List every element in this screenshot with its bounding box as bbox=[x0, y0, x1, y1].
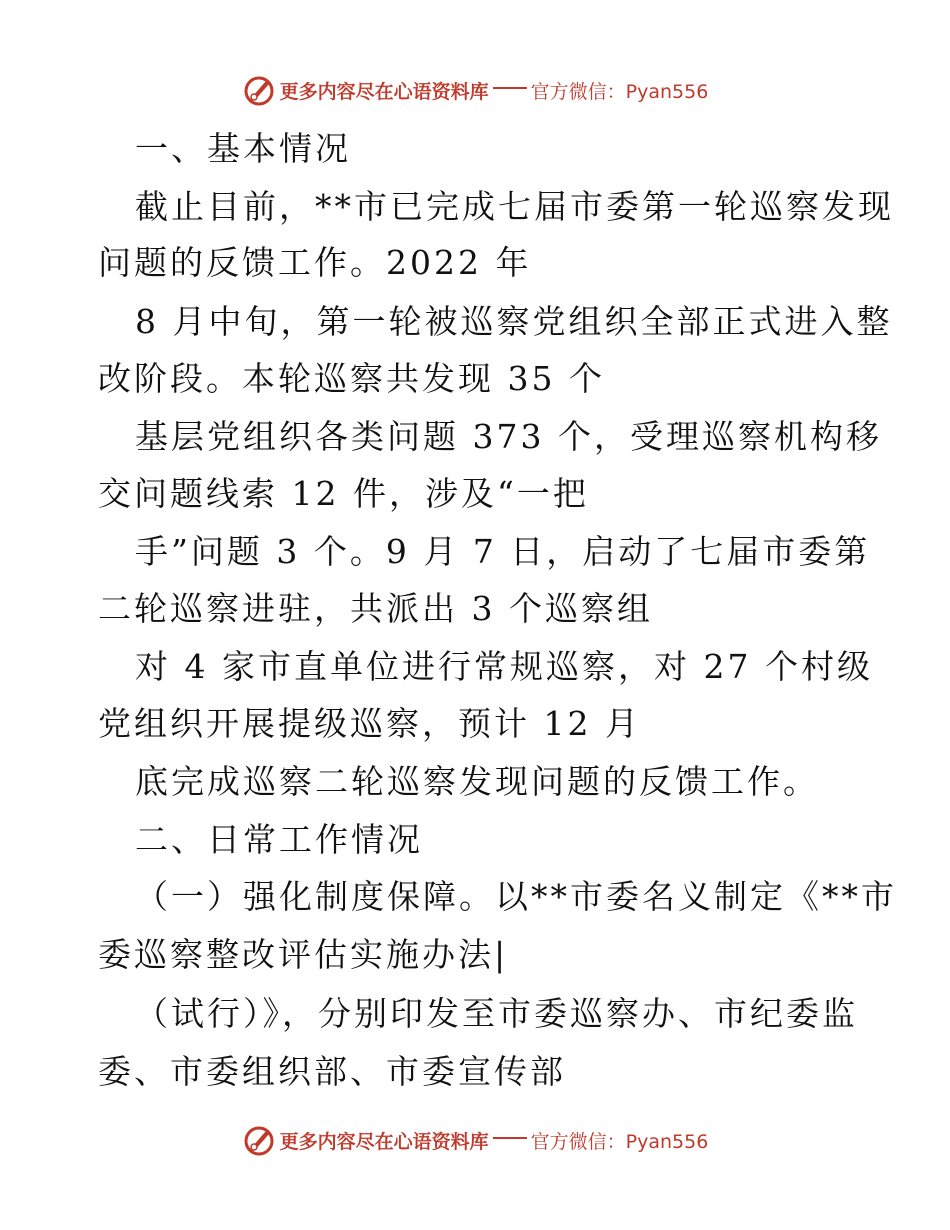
paragraph-line: 交问题线索 12 件，涉及“一把 bbox=[98, 474, 589, 513]
paragraph-line: 问题的反馈工作。2022 年 bbox=[98, 243, 532, 282]
paragraph-line: 底完成巡察二轮巡察发现问题的反馈工作。 bbox=[135, 762, 819, 801]
paragraph-line: 基层党组织各类问题 373 个，受理巡察机构移 bbox=[135, 417, 882, 456]
header-banner-dash bbox=[493, 87, 527, 89]
header-banner-contact: 官方微信：Pyan556 bbox=[530, 80, 709, 103]
paragraph-line: 委巡察整改评估实施办法| bbox=[98, 935, 509, 974]
paragraph-line: 手”问题 3 个。9 月 7 日，启动了七届市委第 bbox=[135, 532, 871, 571]
paragraph-line: 截止目前，**市已完成七届市委第一轮巡察发现 bbox=[135, 187, 894, 226]
paragraph-line: （试行）》，分别印发至市委巡察办、市纪委监 bbox=[135, 994, 858, 1033]
paragraph-line: 委、市委组织部、市委宣传部 bbox=[98, 1052, 566, 1091]
footer-banner-contact: 官方微信：Pyan556 bbox=[530, 1130, 709, 1153]
header-banner-text: 更多内容尽在心语资料库 bbox=[279, 80, 489, 103]
footer-banner-dash bbox=[493, 1137, 527, 1139]
footer-banner bbox=[0, 1120, 950, 1160]
section-heading-1: 一、基本情况 bbox=[135, 129, 351, 168]
brush-logo-icon bbox=[242, 1123, 276, 1157]
paragraph-line: 党组织开展提级巡察，预计 12 月 bbox=[98, 704, 641, 743]
paragraph-line: 对 4 家市直单位进行常规巡察，对 27 个村级 bbox=[135, 647, 873, 686]
footer-banner-text: 更多内容尽在心语资料库 bbox=[279, 1130, 489, 1153]
section-heading-2: 二、日常工作情况 bbox=[135, 820, 423, 859]
header-banner bbox=[0, 70, 950, 110]
paragraph-line: 改阶段。本轮巡察共发现 35 个 bbox=[98, 359, 605, 398]
paragraph-line: 8 月中旬，第一轮被巡察党组织全部正式进入整 bbox=[135, 302, 893, 341]
paragraph-line: 二轮巡察进驻，共派出 3 个巡察组 bbox=[98, 589, 653, 628]
brush-logo-icon bbox=[242, 73, 276, 107]
paragraph-line: （一）强化制度保障。以**市委名义制定《**市 bbox=[135, 877, 897, 916]
